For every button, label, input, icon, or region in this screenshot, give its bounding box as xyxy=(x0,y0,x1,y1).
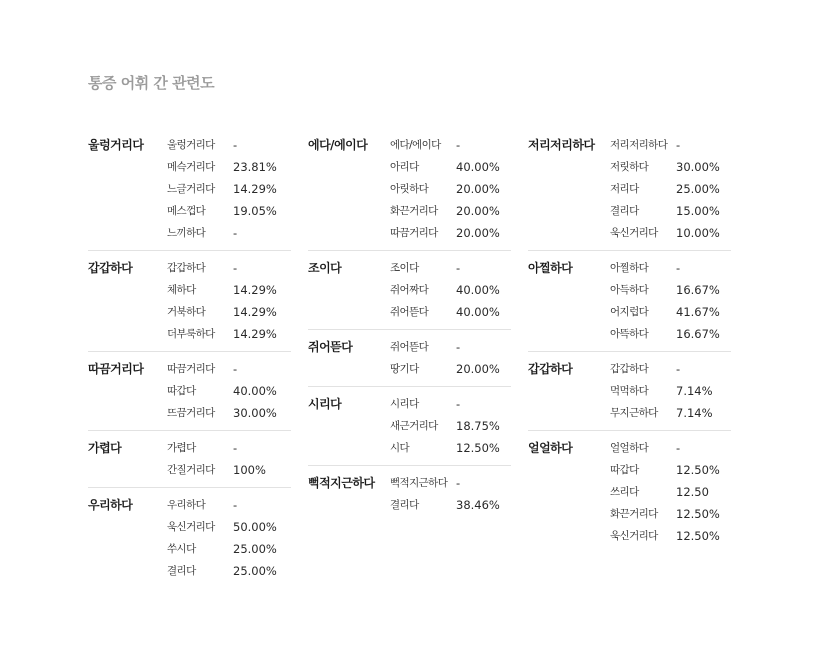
related-term: 얼얼하다 xyxy=(610,442,649,454)
related-term-row xyxy=(610,525,720,547)
relation-value: - xyxy=(456,340,461,354)
related-term: 화끈거리다 xyxy=(610,508,658,520)
relation-value: - xyxy=(456,138,461,152)
term-group xyxy=(308,466,511,522)
related-term-list xyxy=(167,358,277,424)
group-heading: 조이다 xyxy=(308,261,342,275)
related-term-list xyxy=(167,134,277,244)
relation-value: 14.29% xyxy=(233,327,277,341)
related-term-row xyxy=(390,301,500,323)
term-group xyxy=(528,128,731,251)
relation-value: 23.81% xyxy=(233,160,277,174)
related-term: 에다/에이다 xyxy=(390,139,441,151)
related-term-row xyxy=(610,380,713,402)
related-term-row xyxy=(610,358,713,380)
group-heading: 갑갑하다 xyxy=(528,362,573,376)
relation-value: 12.50% xyxy=(676,463,720,477)
related-term-list xyxy=(610,437,720,547)
term-group xyxy=(88,352,291,431)
column-3 xyxy=(528,128,731,553)
related-term-row xyxy=(610,156,720,178)
related-term-row xyxy=(610,301,720,323)
related-term: 쑤시다 xyxy=(167,543,196,555)
related-term-row xyxy=(167,494,277,516)
related-term-row xyxy=(167,323,277,345)
relation-value: 30.00% xyxy=(233,406,277,420)
relation-value: 12.50% xyxy=(456,441,500,455)
related-term-list xyxy=(390,336,500,380)
related-term-row xyxy=(167,178,277,200)
related-term-list xyxy=(167,257,277,345)
related-term-row xyxy=(390,200,500,222)
related-term-list xyxy=(610,358,713,424)
page-title: 통증 어휘 간 관련도 xyxy=(88,74,215,92)
group-heading: 아찔하다 xyxy=(528,261,573,275)
related-term-list xyxy=(390,134,500,244)
related-term-row xyxy=(390,393,500,415)
related-term: 느끼하다 xyxy=(167,227,206,239)
related-term-row xyxy=(390,358,500,380)
relation-value: - xyxy=(456,261,461,275)
term-group xyxy=(88,251,291,352)
relation-value: 12.50% xyxy=(676,529,720,543)
related-term-row xyxy=(610,437,720,459)
column-1 xyxy=(88,128,291,588)
related-term: 결리다 xyxy=(390,499,419,511)
related-term-row xyxy=(610,279,720,301)
relation-value: 25.00% xyxy=(233,542,277,556)
relation-value: 15.00% xyxy=(676,204,720,218)
related-term: 욱신거리다 xyxy=(167,521,215,533)
related-term: 아릿하다 xyxy=(390,183,429,195)
related-term: 아득하다 xyxy=(610,284,649,296)
group-heading: 에다/에이다 xyxy=(308,138,368,152)
related-term-row xyxy=(167,437,266,459)
term-group xyxy=(88,488,291,588)
relation-value: 7.14% xyxy=(676,406,713,420)
related-term-list xyxy=(610,134,720,244)
related-term: 시리다 xyxy=(390,398,419,410)
related-term: 시다 xyxy=(390,442,410,454)
related-term-row xyxy=(167,279,277,301)
related-term-row xyxy=(390,257,500,279)
relation-value: 41.67% xyxy=(676,305,720,319)
relation-value: - xyxy=(456,476,461,490)
related-term-row xyxy=(390,279,500,301)
related-term-list xyxy=(390,472,500,516)
related-term-row xyxy=(610,222,720,244)
term-group xyxy=(308,387,511,466)
relation-value: 14.29% xyxy=(233,283,277,297)
relation-value: 19.05% xyxy=(233,204,277,218)
related-term-row xyxy=(610,481,720,503)
related-term: 가렵다 xyxy=(167,442,196,454)
group-heading: 울렁거리다 xyxy=(88,138,144,152)
term-group xyxy=(528,431,731,553)
related-term-row xyxy=(390,472,500,494)
related-term-list xyxy=(167,437,266,481)
related-term-row xyxy=(167,134,277,156)
related-term-row xyxy=(390,178,500,200)
related-term-row xyxy=(610,402,713,424)
related-term-row xyxy=(390,134,500,156)
related-term: 갑갑하다 xyxy=(167,262,206,274)
related-term: 간질거리다 xyxy=(167,464,215,476)
group-heading: 저리저리하다 xyxy=(528,138,595,152)
relation-value: 30.00% xyxy=(676,160,720,174)
related-term-row xyxy=(167,402,277,424)
relation-value: 50.00% xyxy=(233,520,277,534)
related-term: 무지근하다 xyxy=(610,407,658,419)
related-term-row xyxy=(167,222,277,244)
relation-value: 10.00% xyxy=(676,226,720,240)
related-term: 아리다 xyxy=(390,161,419,173)
related-term: 뜨끔거리다 xyxy=(167,407,215,419)
relation-value: - xyxy=(233,138,238,152)
relation-value: 40.00% xyxy=(456,160,500,174)
group-heading: 따끔거리다 xyxy=(88,362,144,376)
related-term: 어지럽다 xyxy=(610,306,649,318)
related-term: 저릿하다 xyxy=(610,161,649,173)
related-term: 화끈거리다 xyxy=(390,205,438,217)
related-term-row xyxy=(167,516,277,538)
relation-value: 16.67% xyxy=(676,327,720,341)
relation-value: 12.50% xyxy=(676,507,720,521)
related-term: 저리다 xyxy=(610,183,639,195)
related-term-row xyxy=(610,323,720,345)
term-group xyxy=(308,128,511,251)
term-group xyxy=(308,330,511,387)
related-term-row xyxy=(610,257,720,279)
relation-value: - xyxy=(676,138,681,152)
related-term: 아찔하다 xyxy=(610,262,649,274)
related-term: 결리다 xyxy=(167,565,196,577)
relation-value: 20.00% xyxy=(456,362,500,376)
term-group xyxy=(528,352,731,431)
relation-value: 14.29% xyxy=(233,182,277,196)
relation-value: 12.50 xyxy=(676,485,709,499)
related-term: 체하다 xyxy=(167,284,196,296)
related-term-list xyxy=(390,257,500,323)
related-term: 욱신거리다 xyxy=(610,530,658,542)
relation-value: 40.00% xyxy=(233,384,277,398)
relation-value: - xyxy=(233,226,238,240)
related-term: 메슥거리다 xyxy=(167,161,215,173)
related-term-row xyxy=(390,494,500,516)
related-term: 따갑다 xyxy=(610,464,639,476)
relation-value: 38.46% xyxy=(456,498,500,512)
relation-value: - xyxy=(233,261,238,275)
relation-value: - xyxy=(233,362,238,376)
related-term-list xyxy=(610,257,720,345)
related-term: 새근거리다 xyxy=(390,420,438,432)
related-term: 따갑다 xyxy=(167,385,196,397)
related-term-row xyxy=(167,560,277,582)
group-heading: 얼얼하다 xyxy=(528,441,573,455)
group-heading: 시리다 xyxy=(308,397,342,411)
relation-value: - xyxy=(676,441,681,455)
related-term: 거북하다 xyxy=(167,306,206,318)
related-term-row xyxy=(390,437,500,459)
related-term-row xyxy=(167,459,266,481)
group-heading: 쥐어뜯다 xyxy=(308,340,353,354)
related-term: 느글거리다 xyxy=(167,183,215,195)
related-term-row xyxy=(167,380,277,402)
related-term-row xyxy=(390,156,500,178)
related-term: 따끔거리다 xyxy=(167,363,215,375)
relation-value: - xyxy=(676,362,681,376)
related-term: 쥐어뜯다 xyxy=(390,306,429,318)
group-heading: 우리하다 xyxy=(88,498,133,512)
related-term: 울렁거리다 xyxy=(167,139,215,151)
relation-value: - xyxy=(233,498,238,512)
related-term: 저리저리하다 xyxy=(610,139,668,151)
related-term-row xyxy=(610,200,720,222)
group-heading: 갑갑하다 xyxy=(88,261,133,275)
relation-value: - xyxy=(233,441,238,455)
related-term: 쥐어짜다 xyxy=(390,284,429,296)
related-term: 메스껍다 xyxy=(167,205,206,217)
relation-value: 20.00% xyxy=(456,182,500,196)
related-term: 뻑적지근하다 xyxy=(390,477,448,489)
relation-value: 18.75% xyxy=(456,419,500,433)
relation-value: 100% xyxy=(233,463,266,477)
relation-value: 40.00% xyxy=(456,305,500,319)
related-term: 우리하다 xyxy=(167,499,206,511)
related-term: 조이다 xyxy=(390,262,419,274)
term-group xyxy=(88,128,291,251)
related-term-list xyxy=(390,393,500,459)
related-term-row xyxy=(610,134,720,156)
relation-value: 20.00% xyxy=(456,204,500,218)
related-term: 땅기다 xyxy=(390,363,419,375)
related-term-row xyxy=(167,257,277,279)
relation-value: 25.00% xyxy=(233,564,277,578)
related-term-row xyxy=(167,301,277,323)
relation-value: 14.29% xyxy=(233,305,277,319)
group-heading: 가렵다 xyxy=(88,441,122,455)
related-term-row xyxy=(610,503,720,525)
relation-value: - xyxy=(676,261,681,275)
related-term: 먹먹하다 xyxy=(610,385,649,397)
related-term-row xyxy=(610,459,720,481)
group-heading: 뻑적지근하다 xyxy=(308,476,375,490)
related-term: 쓰리다 xyxy=(610,486,639,498)
related-term: 따끔거리다 xyxy=(390,227,438,239)
term-group xyxy=(308,251,511,330)
related-term: 결리다 xyxy=(610,205,639,217)
related-term-row xyxy=(167,358,277,380)
related-term-row xyxy=(167,200,277,222)
related-term: 욱신거리다 xyxy=(610,227,658,239)
related-term: 아뜩하다 xyxy=(610,328,649,340)
relation-value: 20.00% xyxy=(456,226,500,240)
related-term-row xyxy=(167,156,277,178)
term-group xyxy=(88,431,291,488)
related-term-row xyxy=(390,415,500,437)
relation-value: 25.00% xyxy=(676,182,720,196)
term-group xyxy=(528,251,731,352)
related-term: 쥐어뜯다 xyxy=(390,341,429,353)
related-term-row xyxy=(167,538,277,560)
related-term-row xyxy=(390,336,500,358)
relation-value: 7.14% xyxy=(676,384,713,398)
relation-value: 40.00% xyxy=(456,283,500,297)
related-term-list xyxy=(167,494,277,582)
related-term: 더부룩하다 xyxy=(167,328,215,340)
relation-value: 16.67% xyxy=(676,283,720,297)
relation-value: - xyxy=(456,397,461,411)
column-2 xyxy=(308,128,511,522)
related-term-row xyxy=(390,222,500,244)
related-term-row xyxy=(610,178,720,200)
related-term: 갑갑하다 xyxy=(610,363,649,375)
